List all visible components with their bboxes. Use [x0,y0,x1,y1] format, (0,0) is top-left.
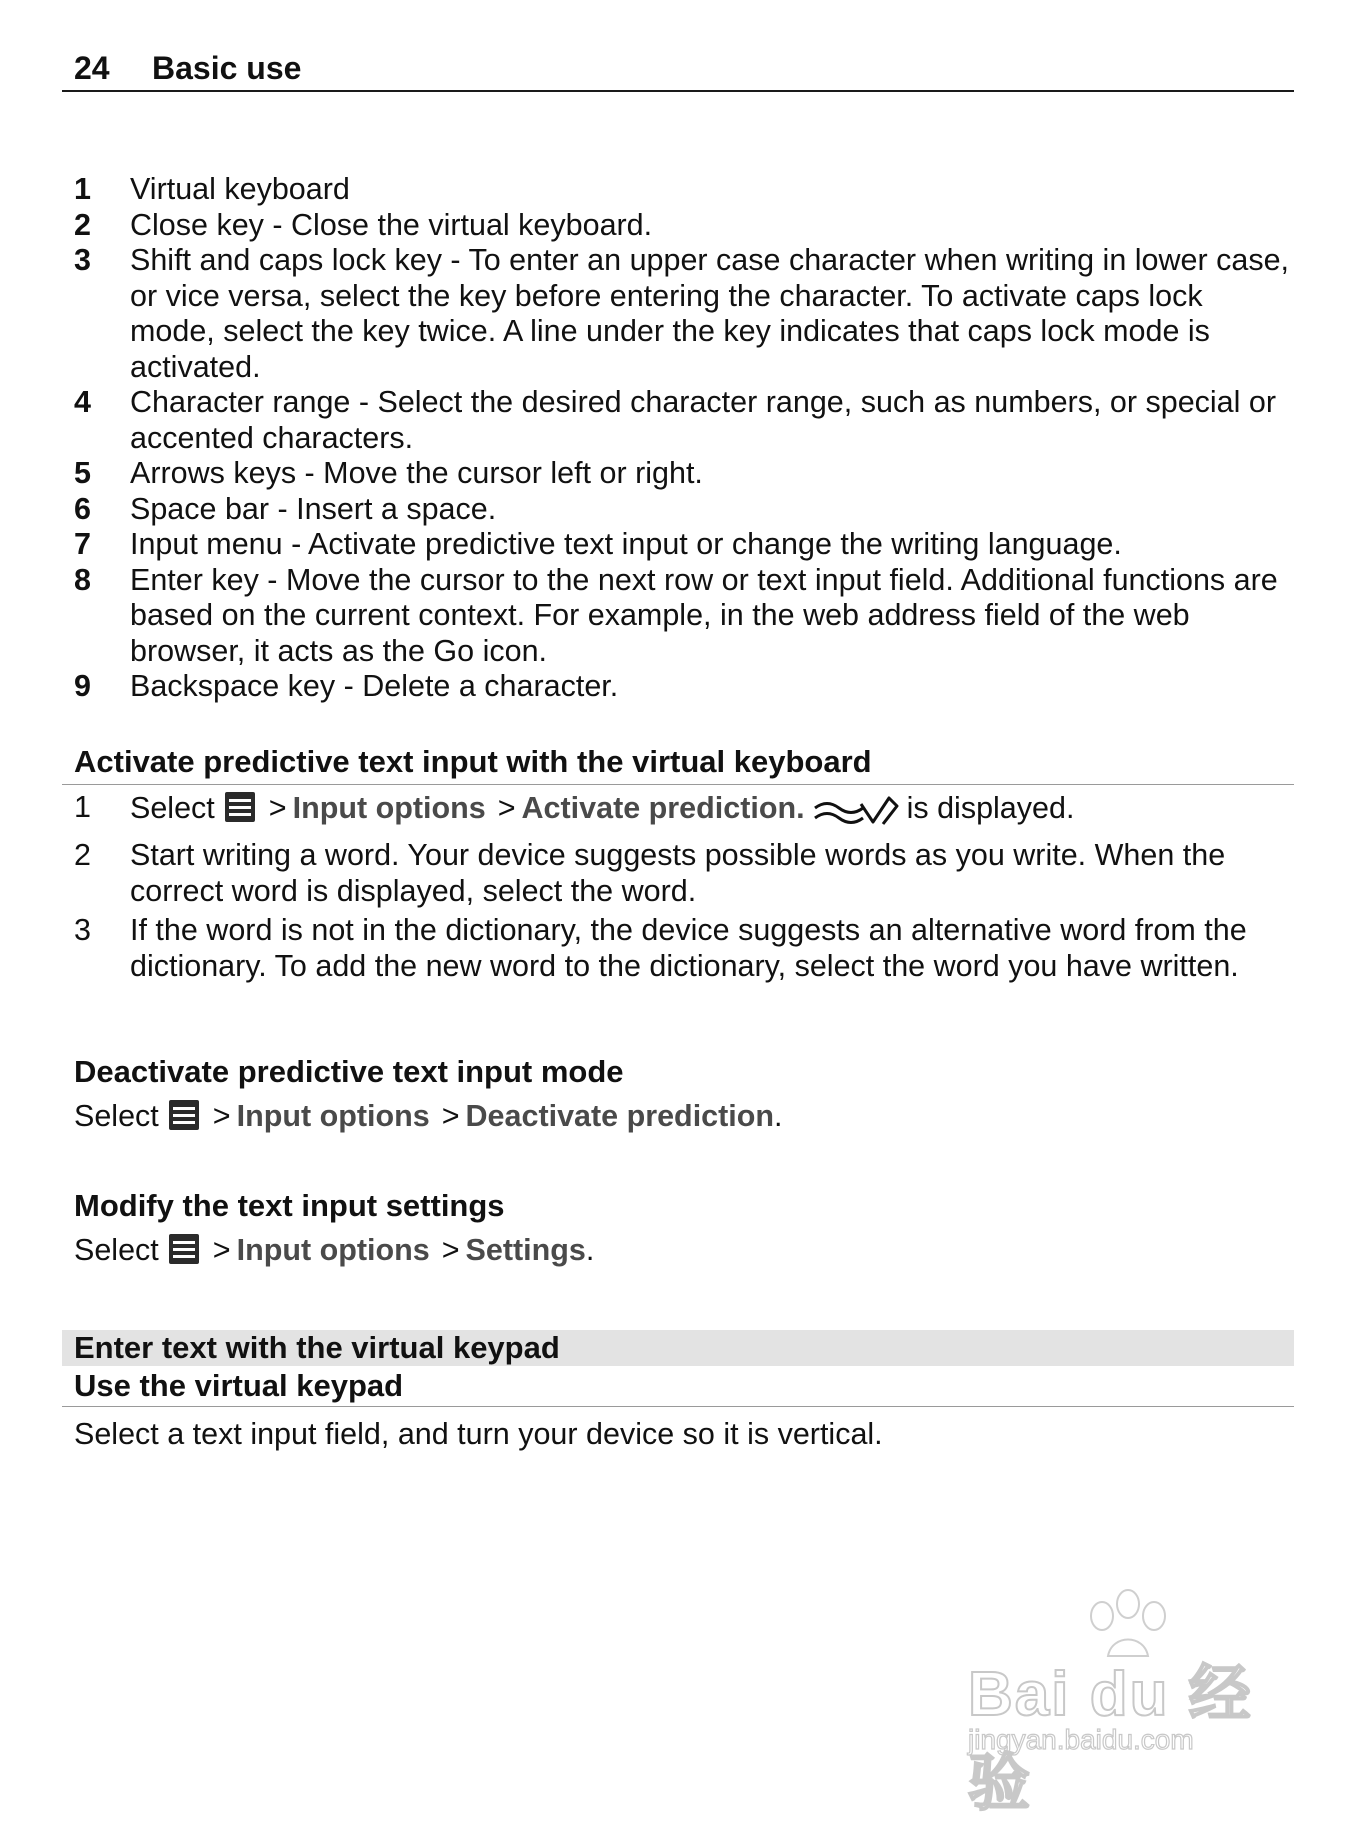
legend-number: 9 [74,669,91,703]
legend-number: 6 [74,491,91,526]
path-separator: > [441,1233,460,1267]
legend-text: Close key - Close the virtual keyboard. [130,207,653,242]
subsection-heading-use-keypad [62,1368,1294,1407]
select-word: Select [74,1233,159,1267]
section-heading-deactivate [62,1054,1294,1094]
heading-text: Activate predictive text input with the virtual keyboard [74,744,872,779]
path-separator: > [441,1099,460,1133]
legend-item [74,456,1294,492]
legend-number: 1 [74,172,91,206]
step-item [74,790,1294,828]
legend-number: 3 [74,243,91,277]
legend-number: 7 [74,527,91,561]
activate-steps-list [74,790,1294,984]
legend-item [74,208,1294,244]
page-number: 24 [74,50,110,86]
legend-item [74,527,1294,563]
path-separator: > [212,1233,231,1267]
path-deactivate-prediction: Deactivate prediction [465,1099,775,1133]
legend-text: Shift and caps lock key - To enter an upper case character when writing in lower case, or vice versa, select the key before entering the character. To activate caps lock mode, select the key twice. A line under the key indicates that caps lock mode is activated. [130,243,1290,384]
predictive-text-indicator-icon [811,792,901,828]
keyboard-legend-list [74,172,1294,705]
section-heading-activate [62,744,1294,785]
legend-item [74,563,1294,670]
menu-icon [223,790,257,824]
keypad-body-text: Select a text input field, and turn your device so it is vertical. [74,1417,883,1451]
path-input-options: Input options [292,791,486,825]
select-word: Select [74,1099,159,1133]
path-input-options: Input options [236,1233,430,1267]
step-number: 2 [74,838,91,872]
chapter-title: Basic use [152,50,302,86]
path-settings: Settings [465,1233,586,1267]
path-separator: > [497,791,516,825]
end-period: . [774,1099,783,1133]
section-heading-keypad [62,1330,1294,1366]
step-suffix: is displayed. [906,791,1075,825]
legend-text: Virtual keyboard [130,172,350,206]
legend-text: Backspace key - Delete a character. [130,669,619,703]
legend-item [74,669,1294,705]
legend-number: 5 [74,456,91,490]
watermark-url: jingyan.baidu.com [968,1724,1194,1755]
heading-text: Deactivate predictive text input mode [74,1054,624,1089]
heading-text: Use the virtual keypad [74,1368,404,1403]
watermark-logo: Bai du 经验 [968,1660,1253,1818]
step-number: 3 [74,913,91,947]
step-item [74,913,1294,984]
legend-text: Space bar - Insert a space. [130,491,497,526]
deactivate-instruction [74,1098,783,1134]
path-input-options: Input options [236,1099,430,1133]
step-item [74,838,1294,909]
path-activate-prediction: Activate prediction. [521,791,805,825]
legend-number: 4 [74,385,91,419]
heading-text: Enter text with the virtual keypad [74,1330,560,1365]
legend-number: 8 [74,562,91,597]
end-period: . [585,1233,595,1267]
menu-icon [167,1098,201,1132]
heading-text: Modify the text input settings [74,1188,505,1223]
legend-text: Enter key - Move the cursor to the next row or text input field. Additional functions are based on the current context. For example, in the web address field of the web browser, it acts as the Go icon. [130,562,1278,668]
legend-item [74,492,1294,528]
section-heading-modify [62,1188,1294,1228]
legend-number: 2 [74,207,91,242]
step-select-word: Select [130,791,215,825]
step-text: If the word is not in the dictionary, the device suggests an alternative word from the dictionary. To add the new word to the dictionary, select the word you have written. [130,913,1247,983]
legend-text: Input menu - Activate predictive text input or change the writing language. [130,527,1122,561]
step-text: Start writing a word. Your device suggests possible words as you write. When the correct word is displayed, select the word. [130,838,1226,908]
legend-text: Character range - Select the desired character range, such as numbers, or special or accented characters. [130,385,1277,455]
step-number: 1 [74,790,91,824]
legend-text: Arrows keys - Move the cursor left or right. [130,456,703,490]
baidu-watermark [962,1586,1292,1818]
menu-icon [167,1232,201,1266]
path-separator: > [268,791,287,825]
legend-item [74,172,1294,208]
page-header [62,44,1294,92]
path-separator: > [212,1099,231,1133]
legend-item [74,385,1294,456]
legend-item [74,243,1294,385]
modify-instruction [74,1232,594,1268]
